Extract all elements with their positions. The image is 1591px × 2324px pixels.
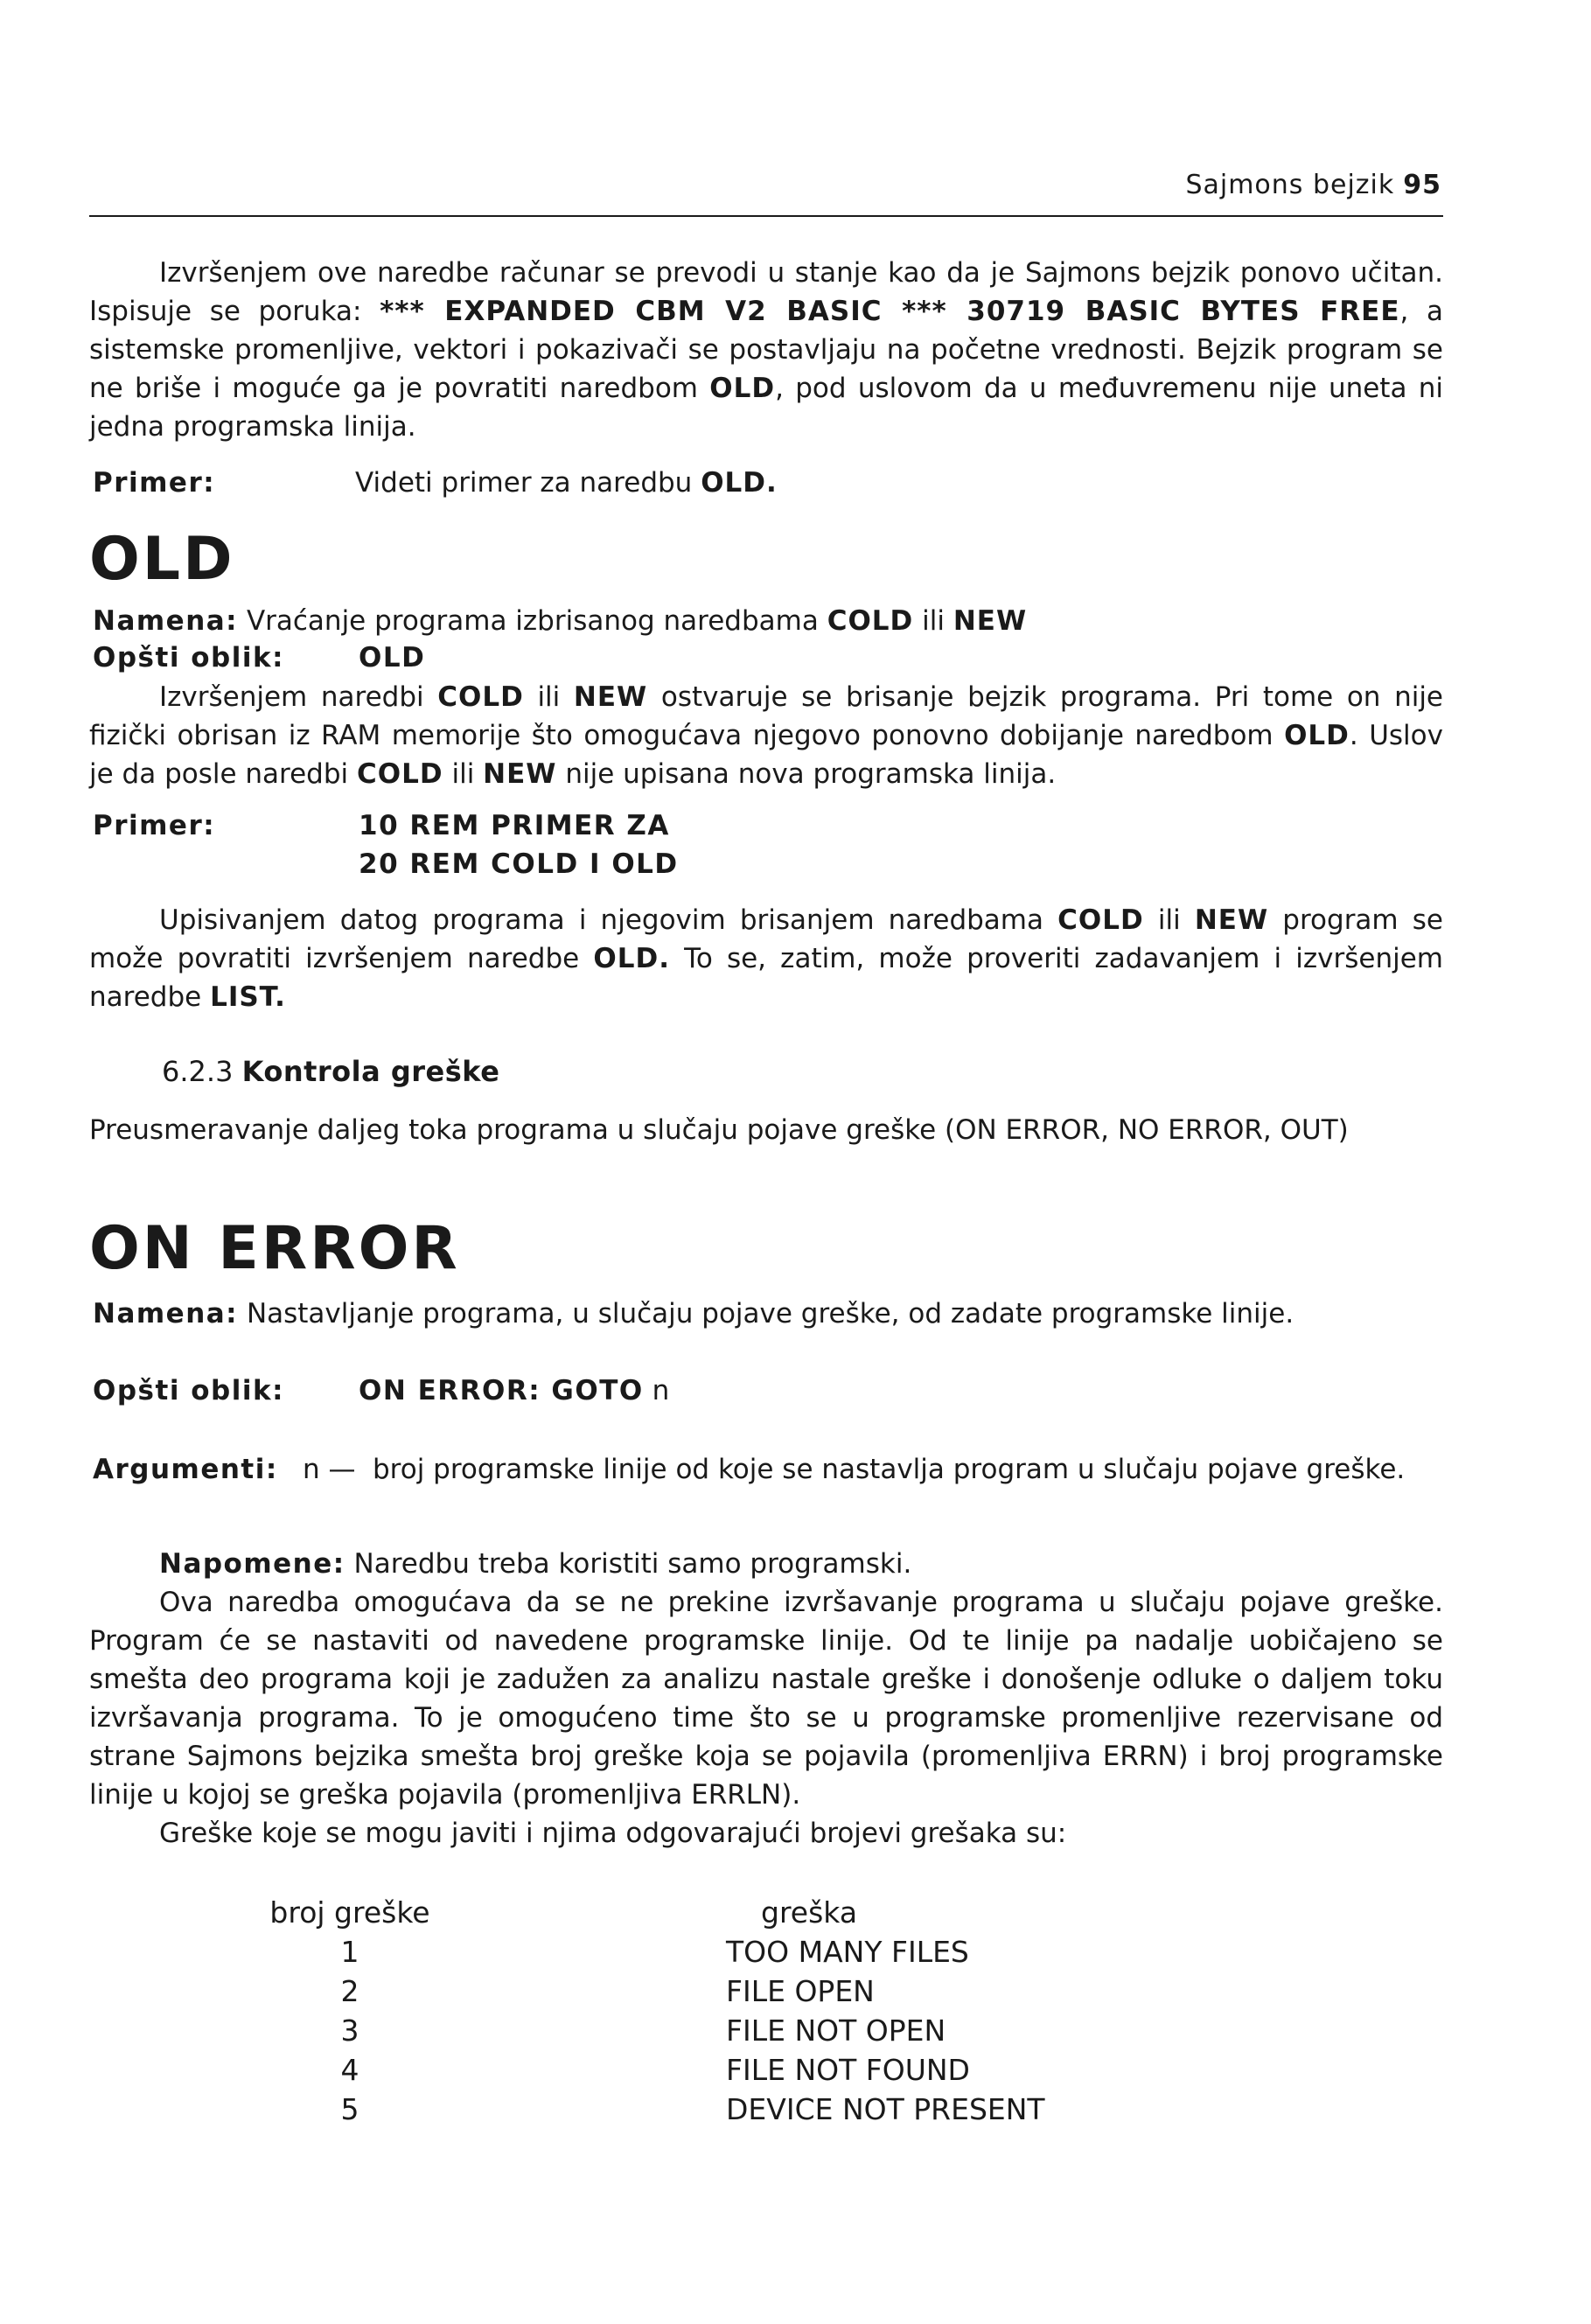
table-row — [254, 2090, 1216, 2129]
on-error-purpose: Namena: Nastavljanje programa, u slučaju pojave greške, od zadate programske linije. — [93, 1295, 1294, 1333]
error-name: FILE NOT FOUND — [726, 2053, 970, 2087]
startup-message: *** EXPANDED CBM V2 BASIC *** 30719 BASIC BYTES FREE — [380, 296, 1400, 327]
table-header-row — [254, 1893, 1216, 1932]
error-number: 5 — [340, 2092, 359, 2126]
old-form — [93, 639, 425, 677]
old-example — [93, 806, 679, 883]
example-label: Primer: — [93, 467, 216, 499]
form-label: Opšti oblik: — [93, 1375, 284, 1406]
intro-paragraph: Izvršenjem ove naredbe računar se prevodi u stanje kao da je Sajmons bejzik ponovo učitan. Ispisuje se poruka: *** EXPANDED CBM V2 BASIC *** 30719 BASIC BYTES FREE, a sistemske promenljive, vektori i pokazivači se postavljaju na početne vrednosti. Bejzik program se ne briše i moguće ga je povratiti naredbom OLD, pod uslovom da u međuvremenu nije uneta ni jedna programska linija. — [89, 257, 1443, 443]
running-title: Sajmons bejzik — [1185, 170, 1395, 200]
error-name: FILE OPEN — [726, 1974, 875, 2008]
on-error-form — [93, 1371, 669, 1410]
heading-old: OLD — [89, 525, 235, 594]
old-description: Izvršenjem naredbi COLD ili NEW ostvaruje se brisanje bejzik programa. Pri tome on nije fizički obrisan iz RAM memorije što omogućava njegovo ponovno dobijanje naredbom OLD. Uslov je da posle naredbi COLD ili NEW nije upisana nova programska linija. — [89, 681, 1444, 790]
subsection-title: Kontrola greške — [241, 1055, 500, 1088]
purpose-label: Namena: — [93, 605, 239, 637]
error-table — [254, 1893, 1216, 2129]
subsection-number: 6.2.3 — [162, 1055, 234, 1088]
example-label: Primer: — [93, 810, 216, 841]
argument-description: broj programske linije od koje se nastavlja program u slučaju pojave greške. — [373, 1454, 1406, 1485]
on-error-notes: Napomene: Naredbu treba koristiti samo programski. Ova naredba omogućava da se ne prekine izvršavanje programa u slučaju pojave greške. Program će se nastaviti od navedene programske linije. Od te linije pa nadalje uobičajeno se smešta deo programa koji je zadužen za analizu nastale greške i donošenje odluke o daljem toku izvršavanja programa. To je omogućeno time što se u programske promenljive rezervisane od strane Sajmons bejzika smešta broj greške koja se pojavila (promenljiva ERRN) i broj programske linije u kojoj se greška pojavila (promenljiva ERRLN). Greške koje se mogu javiti i njima odgovarajući brojevi grešaka su: — [89, 1545, 1443, 1853]
error-name: DEVICE NOT PRESENT — [726, 2092, 1045, 2126]
example-code — [359, 806, 679, 883]
table-row — [254, 1972, 1216, 2011]
old-purpose: Namena: Vraćanje programa izbrisanog naredbama COLD ili NEW — [93, 602, 1027, 640]
intro-example: Primer: Videti primer za naredbu OLD. — [93, 464, 778, 502]
error-number: 1 — [340, 1935, 359, 1969]
subsection-text: Preusmeravanje daljeg toka programa u slučaju pojave greške (ON ERROR, NO ERROR, OUT) — [89, 1114, 1349, 1146]
error-number: 2 — [340, 1974, 359, 2008]
column-header: greška — [761, 1895, 858, 1930]
table-row — [254, 1932, 1216, 1972]
code-line: 10 REM PRIMER ZA — [359, 810, 670, 841]
arguments-label: Argumenti: — [93, 1454, 278, 1485]
notes-label: Napomene: — [159, 1548, 345, 1580]
header-text — [1185, 170, 1441, 200]
form-argument: n — [643, 1375, 670, 1406]
form-value: OLD — [359, 642, 426, 673]
heading-on-error: ON ERROR — [89, 1214, 460, 1283]
running-header — [89, 163, 1443, 217]
error-name: FILE NOT OPEN — [726, 2013, 946, 2048]
form-label: Opšti oblik: — [93, 642, 284, 673]
error-name: TOO MANY FILES — [726, 1935, 969, 1969]
old-after-paragraph: Upisivanjem datog programa i njegovim brisanjem naredbama COLD ili NEW program se može povratiti izvršenjem naredbe OLD. To se, zatim, može proveriti zadavanjem i izvršenjem naredbe LIST. — [89, 904, 1443, 1013]
form-value: ON ERROR: GOTO — [359, 1375, 644, 1406]
page-number: 95 — [1403, 170, 1441, 200]
on-error-arguments — [93, 1450, 1443, 1489]
purpose-label: Namena: — [93, 1298, 239, 1329]
error-number: 3 — [340, 2013, 359, 2048]
column-header: broj greške — [269, 1895, 430, 1930]
table-row — [254, 2011, 1216, 2050]
subsection-heading — [162, 1055, 499, 1088]
code-line: 20 REM COLD I OLD — [359, 848, 679, 880]
table-row — [254, 2050, 1216, 2090]
argument-name: n — — [303, 1454, 356, 1485]
error-number: 4 — [340, 2053, 359, 2087]
